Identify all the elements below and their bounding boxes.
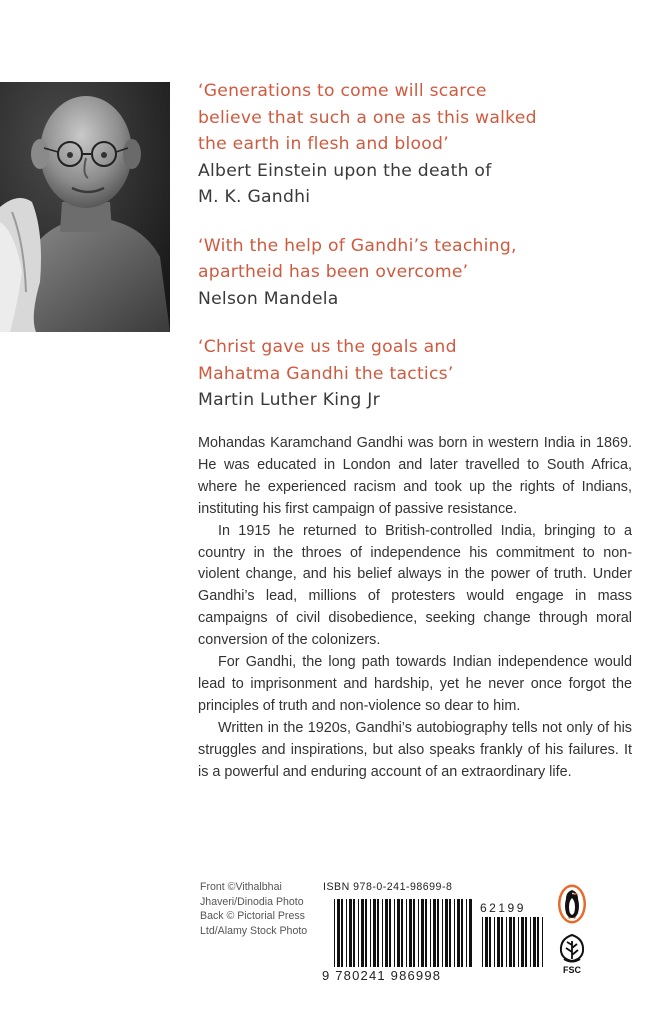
quote-text-line: Mahatma Gandhi the tactics’	[198, 363, 454, 384]
credit-line: Front ©Vithalbhai	[200, 881, 282, 893]
barcode-bar	[401, 899, 403, 967]
quote-attribution: Nelson Mandela	[198, 288, 339, 309]
barcode-bar	[494, 917, 495, 967]
barcode-bar	[457, 899, 460, 967]
barcode-bar	[430, 899, 431, 967]
barcode-bar	[349, 899, 352, 967]
quotes-section	[198, 78, 638, 436]
barcode-bar	[418, 899, 419, 967]
barcode-bar	[461, 899, 463, 967]
barcode-bar	[365, 899, 367, 967]
quote-attribution: Albert Einstein upon the death of	[198, 160, 492, 181]
barcode-bar	[377, 899, 379, 967]
barcode-bar	[433, 899, 436, 967]
quote-attribution: M. K. Gandhi	[198, 187, 311, 207]
quote-text-line: apartheid has been overcome’	[198, 262, 469, 282]
barcode-bar	[425, 899, 427, 967]
barcode-bar	[530, 917, 531, 967]
barcode-bar	[373, 899, 376, 967]
barcode-bar	[394, 899, 395, 967]
barcode-bar	[454, 899, 455, 967]
barcode-bar	[409, 899, 412, 967]
barcode-bar	[489, 917, 491, 967]
barcode-bar	[337, 899, 340, 967]
barcode-bar	[497, 917, 500, 967]
quote-einstein	[198, 78, 638, 211]
quote-text-line: ‘With the help of Gandhi’s teaching,	[198, 235, 517, 256]
barcode-bar	[482, 917, 483, 967]
barcode-bar	[501, 917, 503, 967]
description-paragraph: Written in the 1920s, Gandhi’s autobiography tells not only of his struggles and inspirations, but also speaks frankly of his failures. It is a powerful and enduring account of an extraordinary life.	[198, 719, 632, 780]
barcode-bar	[445, 899, 448, 967]
barcode-bar	[485, 917, 488, 967]
photo-credits	[200, 880, 330, 938]
author-photo-image	[0, 82, 170, 332]
barcode-bar	[506, 917, 507, 967]
barcode-bar	[353, 899, 355, 967]
barcode-bar	[437, 899, 439, 967]
barcode-bar	[382, 899, 383, 967]
quote-attribution: Martin Luther King Jr	[198, 390, 380, 410]
barcode-bar	[525, 917, 527, 967]
barcode-bar	[449, 899, 451, 967]
barcode-bar	[518, 917, 519, 967]
book-description	[198, 433, 632, 784]
quote-text-line: the earth in flesh and blood’	[198, 134, 449, 154]
description-paragraph: For Gandhi, the long path towards Indian independence would lead to imprisonment and hardship, yet he never once forgot the principles of truth and non-violence so dear to him.	[198, 654, 632, 714]
fsc-logo	[556, 933, 588, 975]
barcode-bar	[406, 899, 407, 967]
barcode-bar	[341, 899, 343, 967]
barcode-bar	[466, 899, 467, 967]
barcode-bar	[513, 917, 515, 967]
quote-mandela	[198, 233, 638, 313]
isbn-label: ISBN 978-0-241-98699-8	[323, 881, 453, 893]
quote-text-line: believe that such a one as this walked	[198, 107, 537, 128]
barcode-bar	[389, 899, 391, 967]
barcode-bar	[413, 899, 415, 967]
barcode-bar	[346, 899, 347, 967]
author-photo	[0, 82, 170, 332]
barcode-bar	[385, 899, 388, 967]
penguin-icon	[557, 884, 587, 924]
barcode-bar	[509, 917, 512, 967]
barcode-bar	[469, 899, 472, 967]
barcode-bar	[334, 899, 335, 967]
barcode-number: 9 780241 986998	[322, 968, 442, 983]
barcode-bar	[421, 899, 424, 967]
barcode-bar	[442, 899, 443, 967]
barcode-bar	[537, 917, 539, 967]
fsc-tree-icon	[556, 933, 588, 975]
barcode-bar	[361, 899, 364, 967]
barcode-bar	[521, 917, 524, 967]
barcode-bar	[533, 917, 536, 967]
fsc-label: FSC	[563, 965, 581, 975]
description-paragraph: In 1915 he returned to British-controlled India, bringing to a country in the throes of independence his commitment to non-violent change, and his belief always in the power of truth. Under Gandhi’s lead, millions of protesters would engage in mass campaigns of civil disobedience, seeking change through moral conversion of the colonizers.	[198, 522, 632, 649]
barcode-bar	[358, 899, 359, 967]
barcode-bar	[542, 917, 543, 967]
credit-line: Back © Pictorial Press	[200, 910, 305, 923]
description-paragraph: Mohandas Karamchand Gandhi was born in western India in 1869. He was educated in London and later travelled to South Africa, where he experienced racism and took up the rights of Indians, instituting his first campaign of passive resistance.	[198, 435, 632, 517]
quote-text-line: ‘Generations to come will scarce	[198, 81, 487, 101]
barcode-bar	[397, 899, 400, 967]
credit-line: Jhaveri/Dinodia Photo	[200, 895, 304, 908]
penguin-logo	[557, 884, 587, 924]
quote-text-line: ‘Christ gave us the goals and	[198, 337, 457, 357]
quote-king	[198, 334, 638, 414]
barcode-addon-number: 62199	[480, 901, 526, 915]
credit-line: Ltd/Alamy Stock Photo	[200, 924, 308, 937]
barcode-bar	[370, 899, 371, 967]
